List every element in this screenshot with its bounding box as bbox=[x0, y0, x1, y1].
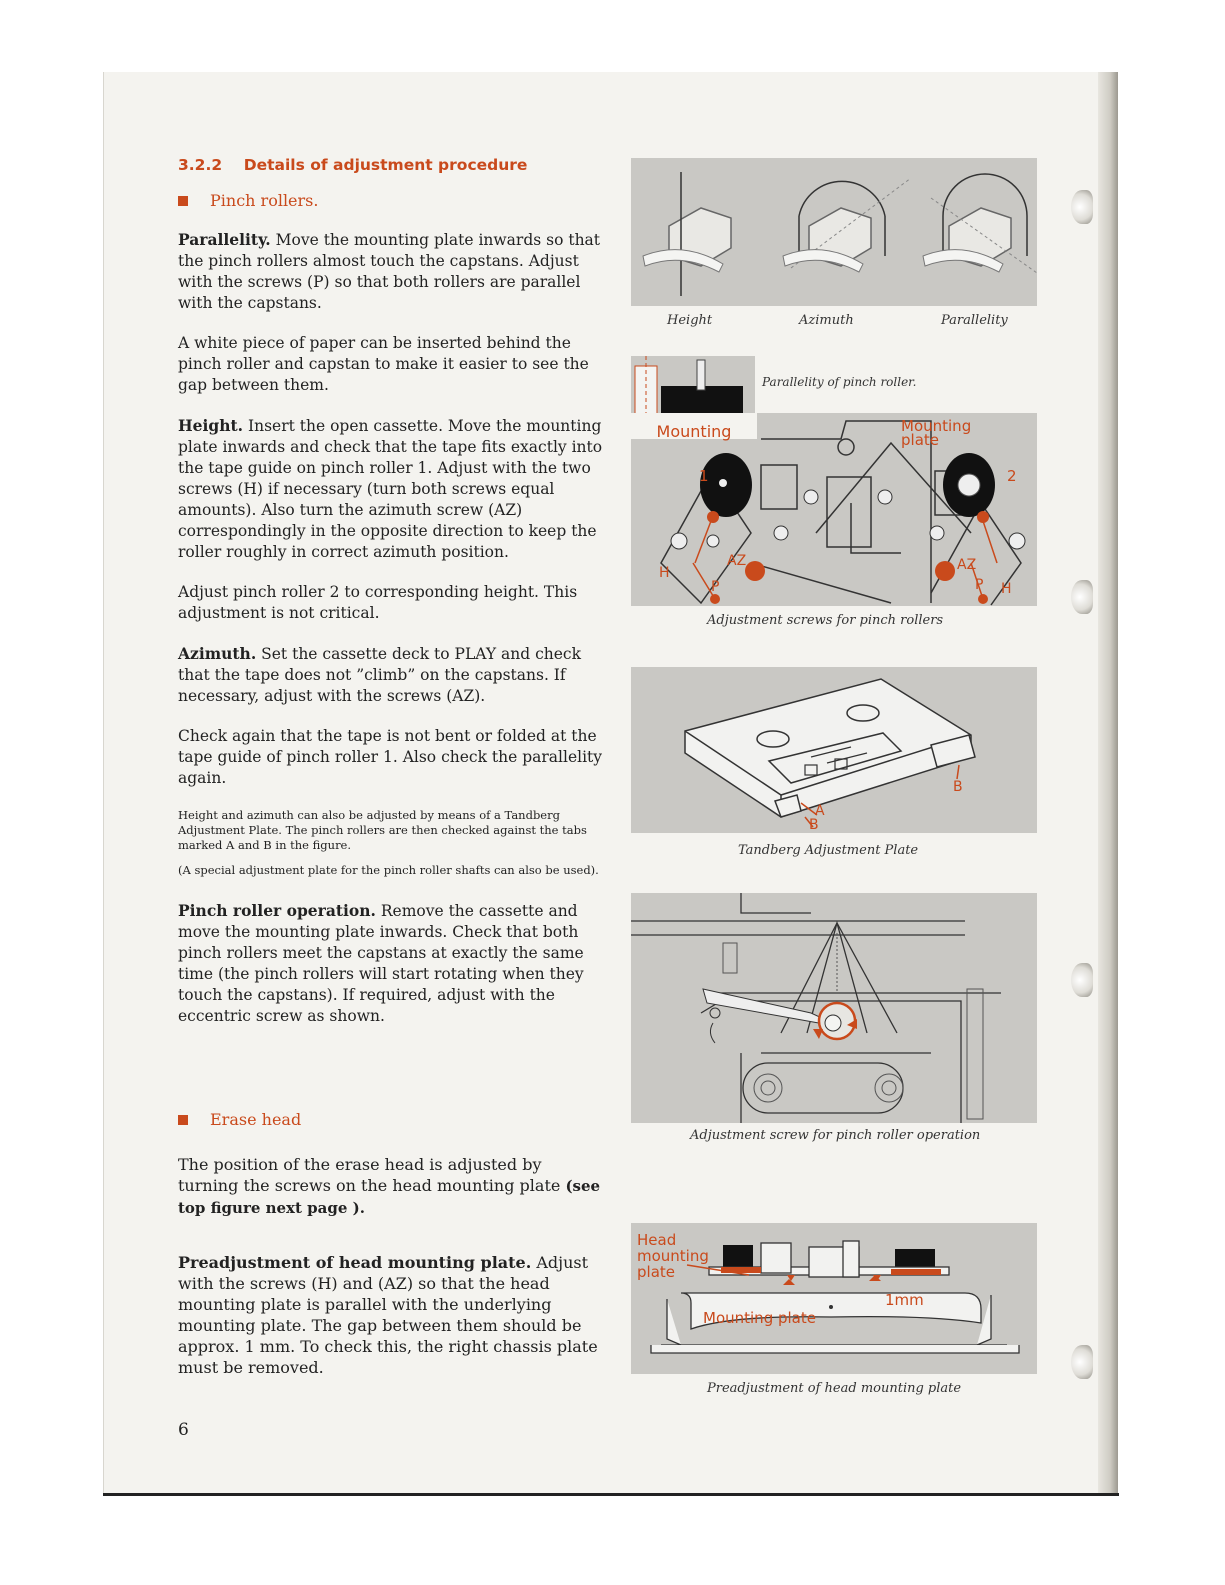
check-again-paragraph: Check again that the tape is not bent or folded at the tape guide of pinch roller 1. Also check the parallelity again. bbox=[178, 727, 603, 787]
label-head: Head bbox=[637, 1231, 677, 1249]
height-lead: Height. bbox=[178, 416, 244, 435]
small-note-2: (A special adjustment plate for the pinch roller shafts can also be used). bbox=[178, 863, 599, 877]
parallelity-lead: Parallelity. bbox=[178, 230, 271, 249]
preadjust-lead: Preadjustment of head mounting plate. bbox=[178, 1253, 532, 1272]
height-paragraph bbox=[178, 415, 603, 563]
parallelity-paragraph bbox=[178, 229, 603, 314]
binder-hole bbox=[1071, 1345, 1093, 1379]
label-azimuth: Azimuth bbox=[799, 313, 854, 328]
white-paper-paragraph: A white piece of paper can be inserted behind the pinch roller and capstan to make it easier to see the gap between them. bbox=[178, 334, 589, 394]
caption-adjustment-screws: Adjustment screws for pinch rollers bbox=[707, 613, 944, 628]
label-plate: plate bbox=[901, 431, 939, 449]
label-b-side: B bbox=[953, 779, 963, 795]
section-title: Details of adjustment procedure bbox=[243, 156, 528, 174]
pinch-rollers-heading bbox=[178, 190, 603, 211]
pinch-rollers-title: Pinch rollers. bbox=[210, 191, 319, 210]
operation-lead: Pinch roller operation. bbox=[178, 901, 376, 920]
section-heading bbox=[178, 155, 603, 176]
label-height: Height bbox=[667, 313, 713, 328]
label-1mm: 1mm bbox=[885, 1291, 924, 1309]
label-parallelity: Parallelity bbox=[941, 313, 1008, 328]
small-note-1: Height and azimuth can also be adjusted by means of a Tandberg Adjustment Plate. The pinch rollers are then checked against the tabs marked A and B in the figure. bbox=[178, 808, 587, 852]
figure-head-mounting-plate bbox=[631, 1223, 1037, 1374]
bullet-square-icon bbox=[178, 1115, 188, 1125]
binder-hole bbox=[1071, 580, 1093, 614]
caption-tandberg-plate: Tandberg Adjustment Plate bbox=[738, 843, 919, 858]
erase-text: The position of the erase head is adjusted by turning the screws on the head mounting plate bbox=[178, 1155, 566, 1195]
label-p-right: P bbox=[975, 577, 984, 593]
text-column bbox=[178, 155, 603, 1397]
label-mounting-plate: Mounting plate bbox=[703, 1309, 816, 1327]
label-plate-head: plate bbox=[637, 1263, 675, 1281]
label-h-left: H bbox=[659, 565, 670, 581]
label-roller-2: 2 bbox=[1007, 467, 1017, 485]
binder-hole bbox=[1071, 190, 1093, 224]
erase-paragraph bbox=[178, 1154, 603, 1219]
caption-pinch-roller-operation: Adjustment screw for pinch roller operation bbox=[690, 1128, 981, 1143]
label-a: A bbox=[815, 803, 825, 819]
roller2-paragraph: Adjust pinch roller 2 to corresponding height. This adjustment is not critical. bbox=[178, 583, 578, 622]
page-edge bbox=[1098, 72, 1118, 1494]
label-mounting-2: Mounting bbox=[901, 417, 972, 435]
label-mounting: Mounting bbox=[656, 422, 732, 441]
figure-adjustment-screws bbox=[631, 413, 1037, 606]
label-az-right: AZ bbox=[957, 557, 977, 573]
label-b-front: B bbox=[809, 817, 819, 833]
section-number: 3.2.2 bbox=[178, 156, 223, 174]
caption-parallelity-pinch-roller: Parallelity of pinch roller. bbox=[762, 375, 917, 389]
azimuth-paragraph bbox=[178, 643, 603, 707]
erase-head-heading bbox=[178, 1109, 603, 1130]
azimuth-lead: Azimuth. bbox=[178, 644, 257, 663]
parallelity-text: Move the mounting plate inwards so that the pinch rollers almost touch the capstans. Adjust with the screws (P) so that both rollers are parallel with the capstans. bbox=[178, 231, 601, 312]
height-text: Insert the open cassette. Move the mounting plate inwards and check that the tape fits exactly into the tape guide on pinch roller 1. Adjust with the two screws (H) if necessary (turn both screws equal amounts). Also turn the azimuth screw (AZ) correspondingly in the opposite direction to keep the roller roughly in correct azimuth position. bbox=[178, 417, 603, 561]
erase-head-title: Erase head bbox=[210, 1110, 302, 1129]
caption-head-mounting-plate: Preadjustment of head mounting plate bbox=[707, 1381, 962, 1396]
page-number: 6 bbox=[178, 1420, 189, 1440]
figure-pinch-roller-operation bbox=[631, 893, 1037, 1123]
label-mounting-head: mounting bbox=[637, 1247, 709, 1265]
preadjust-paragraph bbox=[178, 1252, 603, 1378]
bottom-rule bbox=[103, 1493, 1119, 1496]
preadjust-text: Adjust with the screws (H) and (AZ) so that the head mounting plate is parallel with the underlying mounting plate. The gap between them should be approx. 1 mm. To check this, the right chassis plate must be removed. bbox=[178, 1253, 598, 1377]
figure-height-azimuth-parallelity bbox=[631, 158, 1037, 306]
figure-tandberg-plate bbox=[631, 667, 1037, 833]
label-az-left: AZ bbox=[727, 553, 747, 569]
label-h-right: H bbox=[1001, 581, 1012, 597]
label-roller-1: 1 bbox=[699, 467, 709, 485]
label-p-left: P bbox=[711, 579, 720, 595]
operation-paragraph bbox=[178, 900, 603, 1027]
see-next-page: (see top figure next page ). bbox=[178, 1177, 601, 1217]
azimuth-text: Set the cassette deck to PLAY and check that the tape does not ”climb” on the capstans. If necessary, adjust with the screws (AZ). bbox=[178, 645, 581, 705]
operation-text: Remove the cassette and move the mounting plate inwards. Check that both pinch rollers meet the capstans at exactly the same time (the pinch rollers will start rotating when they touch the capstans). If required, adjust with the eccentric screw as shown. bbox=[178, 902, 584, 1025]
bullet-square-icon bbox=[178, 196, 188, 206]
binder-hole bbox=[1071, 963, 1093, 997]
